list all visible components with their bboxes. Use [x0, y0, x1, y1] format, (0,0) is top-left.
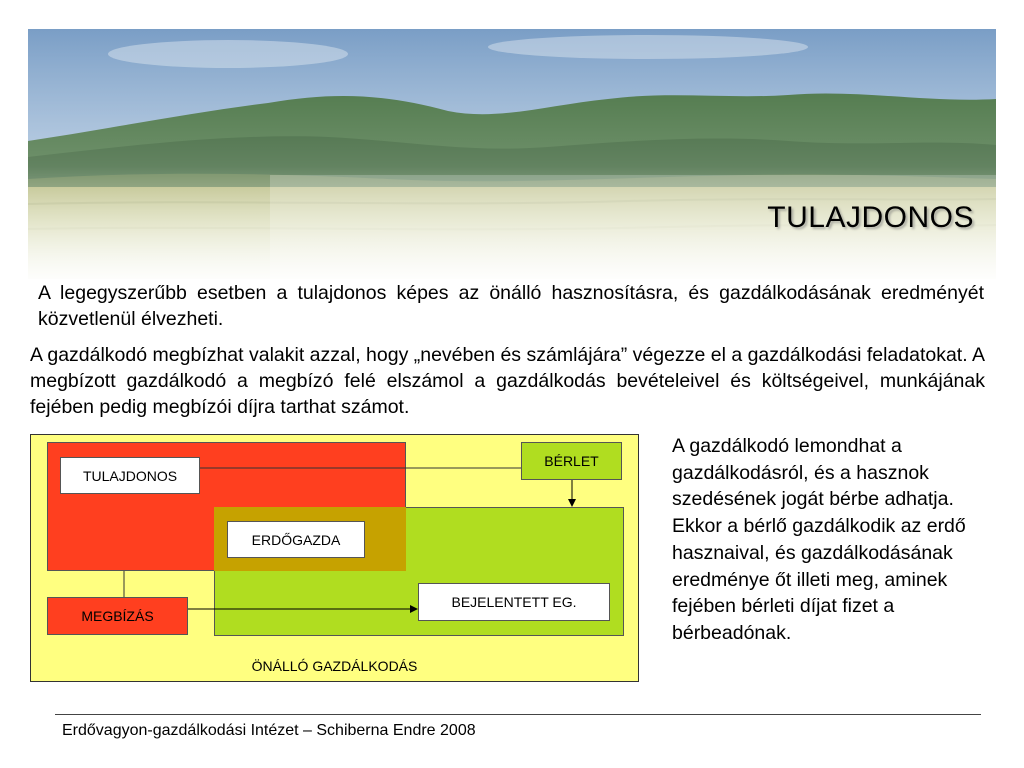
bejelentett-box: BEJELENTETT EG. — [418, 583, 610, 621]
lease-paragraph: A gazdálkodó lemondhat a gazdálkodásról, és a hasznok szedésének jogát bérbe adhatja. Ekkor a bérlő gazdálkodik az erdő hasznaival, és gazdálkodásának eredménye őt illeti meg, aminek fejében bérleti díjat fizet a bérbeadónak. — [672, 435, 966, 644]
tulajdonos-box: TULAJDONOS — [60, 457, 200, 494]
landscape-image — [28, 29, 996, 279]
erdogazda-box: ERDŐGAZDA — [227, 521, 365, 558]
diagram-caption: ÖNÁLLÓ GAZDÁLKODÁS — [251, 658, 418, 674]
page-title: TULAJDONOS — [767, 201, 974, 234]
mandate-paragraph: A gazdálkodó megbízhat valakit azzal, hogy „nevében és számlájára” végezze el a gazdálkodási feladatokat. A megbízott gazdálkodó a megbízó felé elszámol a gazdálkodás bevételeivel és költségeivel, munkájának fejében pedig megbízói díjra tarthat számot. — [30, 344, 985, 418]
footer-text: Erdővagyon-gazdálkodási Intézet – Schiberna Endre 2008 — [62, 722, 476, 739]
berlet-box: BÉRLET — [521, 442, 622, 480]
ownership-diagram — [30, 434, 639, 682]
intro-paragraph: A legegyszerűbb esetben a tulajdonos képes az önálló hasznosításra, és gazdálkodásának eredményét közvetlenül élvezheti. — [38, 282, 984, 330]
header-banner — [28, 29, 996, 279]
megbizas-box: MEGBÍZÁS — [47, 597, 188, 635]
footer-divider — [55, 714, 981, 715]
